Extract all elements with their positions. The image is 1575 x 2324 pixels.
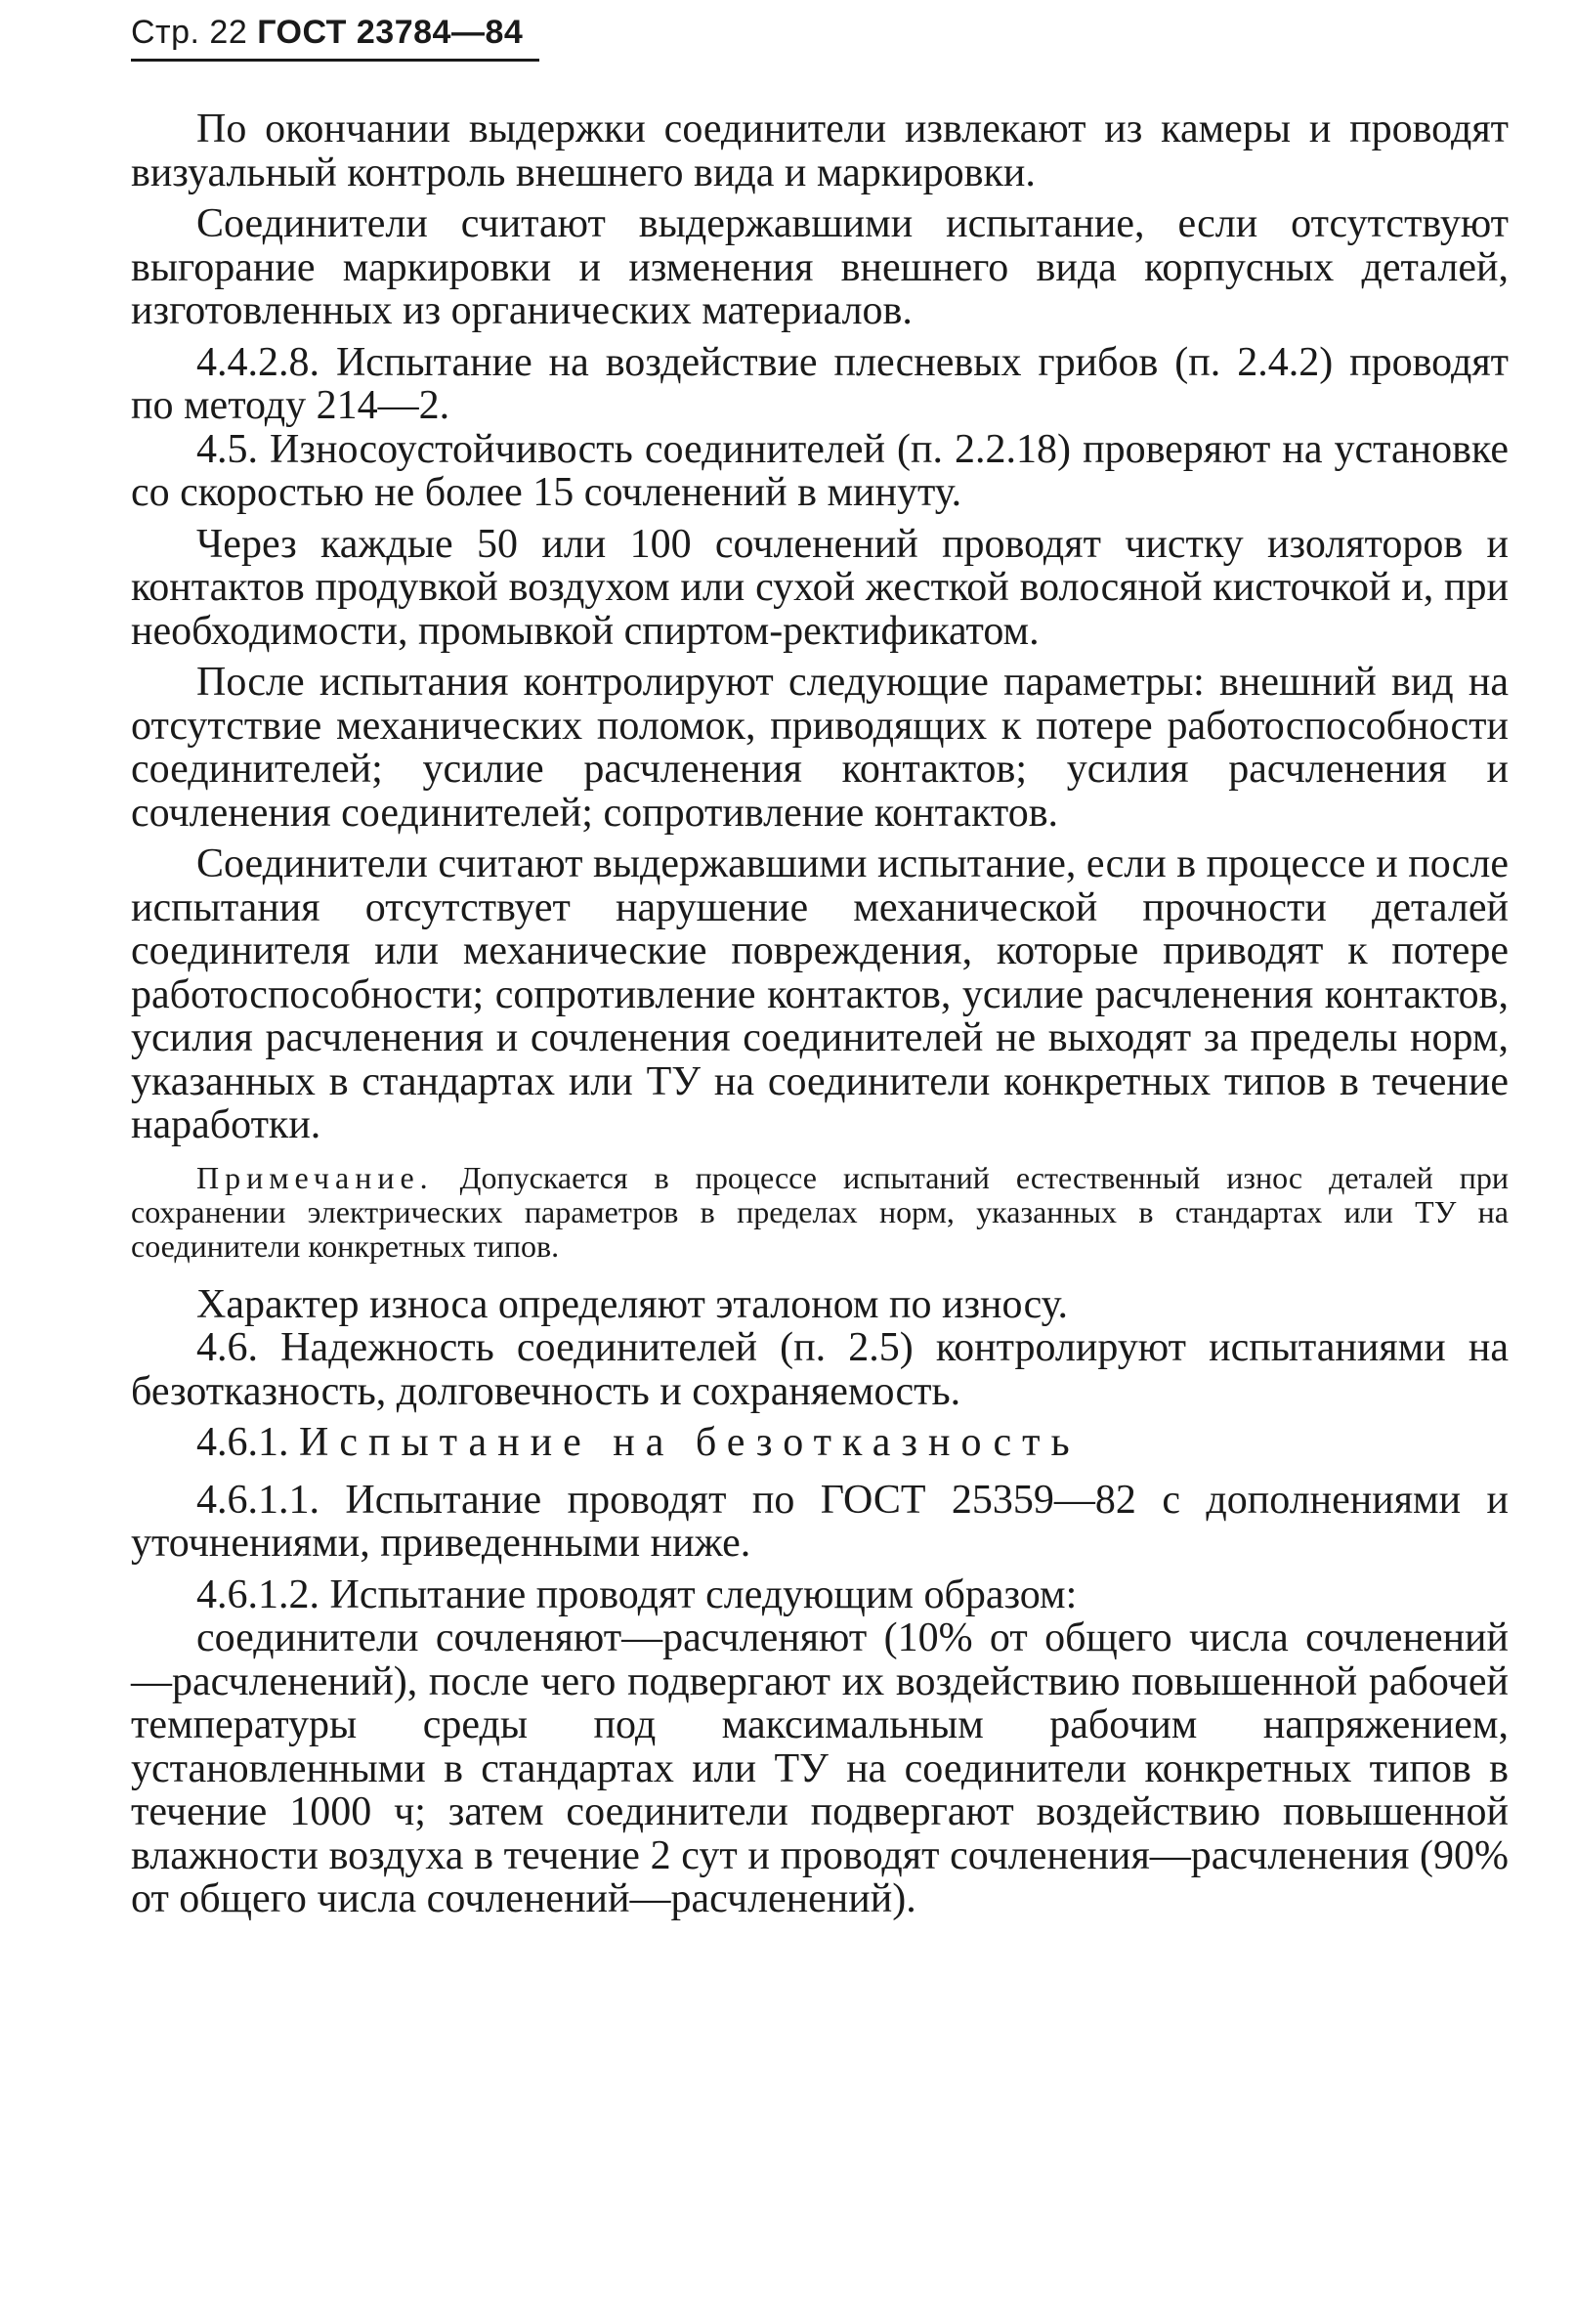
paragraph: Характер износа определяют эталоном по износу. (196, 1281, 1068, 1327)
paragraph: 4.6.1.2. Испытание проводят следующим образом: (196, 1571, 1078, 1617)
header-rule (131, 59, 539, 62)
note-text: Допускается в процессе испытаний естественный износ деталей при сохранении электрических параметров в пределах норм, указанных в стандартах или ТУ на соединители конкретных типов. (131, 1159, 1510, 1264)
section-heading (131, 1421, 1509, 1465)
section-number: 4.6.1. (196, 1420, 289, 1465)
note (131, 1161, 1509, 1264)
paragraph: соединители сочленяют—расчленяют (10% от общего числа сочленений—расчленений), после чего подвергают их воздействию повышенной рабочей температуры среды под максимальным рабочим напряжением, установленными в стандартах или ТУ на соединители конкретных типов в течение 1000 ч; затем соединители подвергают воздействию повышенной влажности воздуха в течение 2 сут и проводят сочленения—расчленения (90% от общего числа сочленений—расчленений). (131, 1615, 1509, 1921)
paragraph: 4.5. Износоустойчивость соединителей (п. 2.2.18) проверяют на установке со скоростью не более 15 сочленений в минуту. (131, 426, 1509, 515)
paragraph: Соединители считают выдержавшими испытание, если в процессе и после испытания отсутствует нарушение механической прочности деталей соединителя или механические повреждения, которые приводят к потере работоспособности; сопротивление контактов, усилие расчленения контактов, усилия расчленения и сочленения соединителей не выходят за пределы норм, указанных в стандартах или ТУ на соединители конкретных типов в течение наработки. (131, 841, 1509, 1147)
paragraph: Соединители считают выдержавшими испытание, если отсутствуют выгорание маркировки и изменения внешнего вида корпусных деталей, изготовленных из органических материалов. (131, 201, 1509, 333)
paragraph: 4.6.1.1. Испытание проводят по ГОСТ 25359—82 с дополнениями и уточнениями, приведенными ниже. (131, 1477, 1509, 1566)
paragraph: 4.6. Надежность соединителей (п. 2.5) контролируют испытаниями на безотказность, долговечность и сохраняемость. (131, 1325, 1509, 1414)
note-label: Примечание. (196, 1159, 434, 1195)
section-title: Испытание на безотказность (299, 1420, 1081, 1465)
paragraph: Через каждые 50 или 100 сочленений проводят чистку изоляторов и контактов продувкой воздухом или сухой жесткой волосяной кисточкой и, при необходимости, промывкой спиртом-ректификатом. (131, 521, 1509, 654)
paragraph: По окончании выдержки соединители извлекают из камеры и проводят визуальный контроль внешнего вида и маркировки. (131, 107, 1509, 195)
page-header (131, 14, 523, 52)
standard-designation: ГОСТ 23784—84 (257, 14, 524, 51)
document-body (131, 108, 1509, 1929)
paragraph: 4.4.2.8. Испытание на воздействие плесневых грибов (п. 2.4.2) проводят по методу 214—2. (131, 339, 1509, 428)
paragraph: После испытания контролируют следующие параметры: внешний вид на отсутствие механических поломок, приводящих к потере работоспособности соединителей; усилие расчленения контактов; усилия расчленения и сочленения соединителей; сопротивление контактов. (131, 660, 1509, 836)
page-number: Стр. 22 (131, 14, 248, 51)
